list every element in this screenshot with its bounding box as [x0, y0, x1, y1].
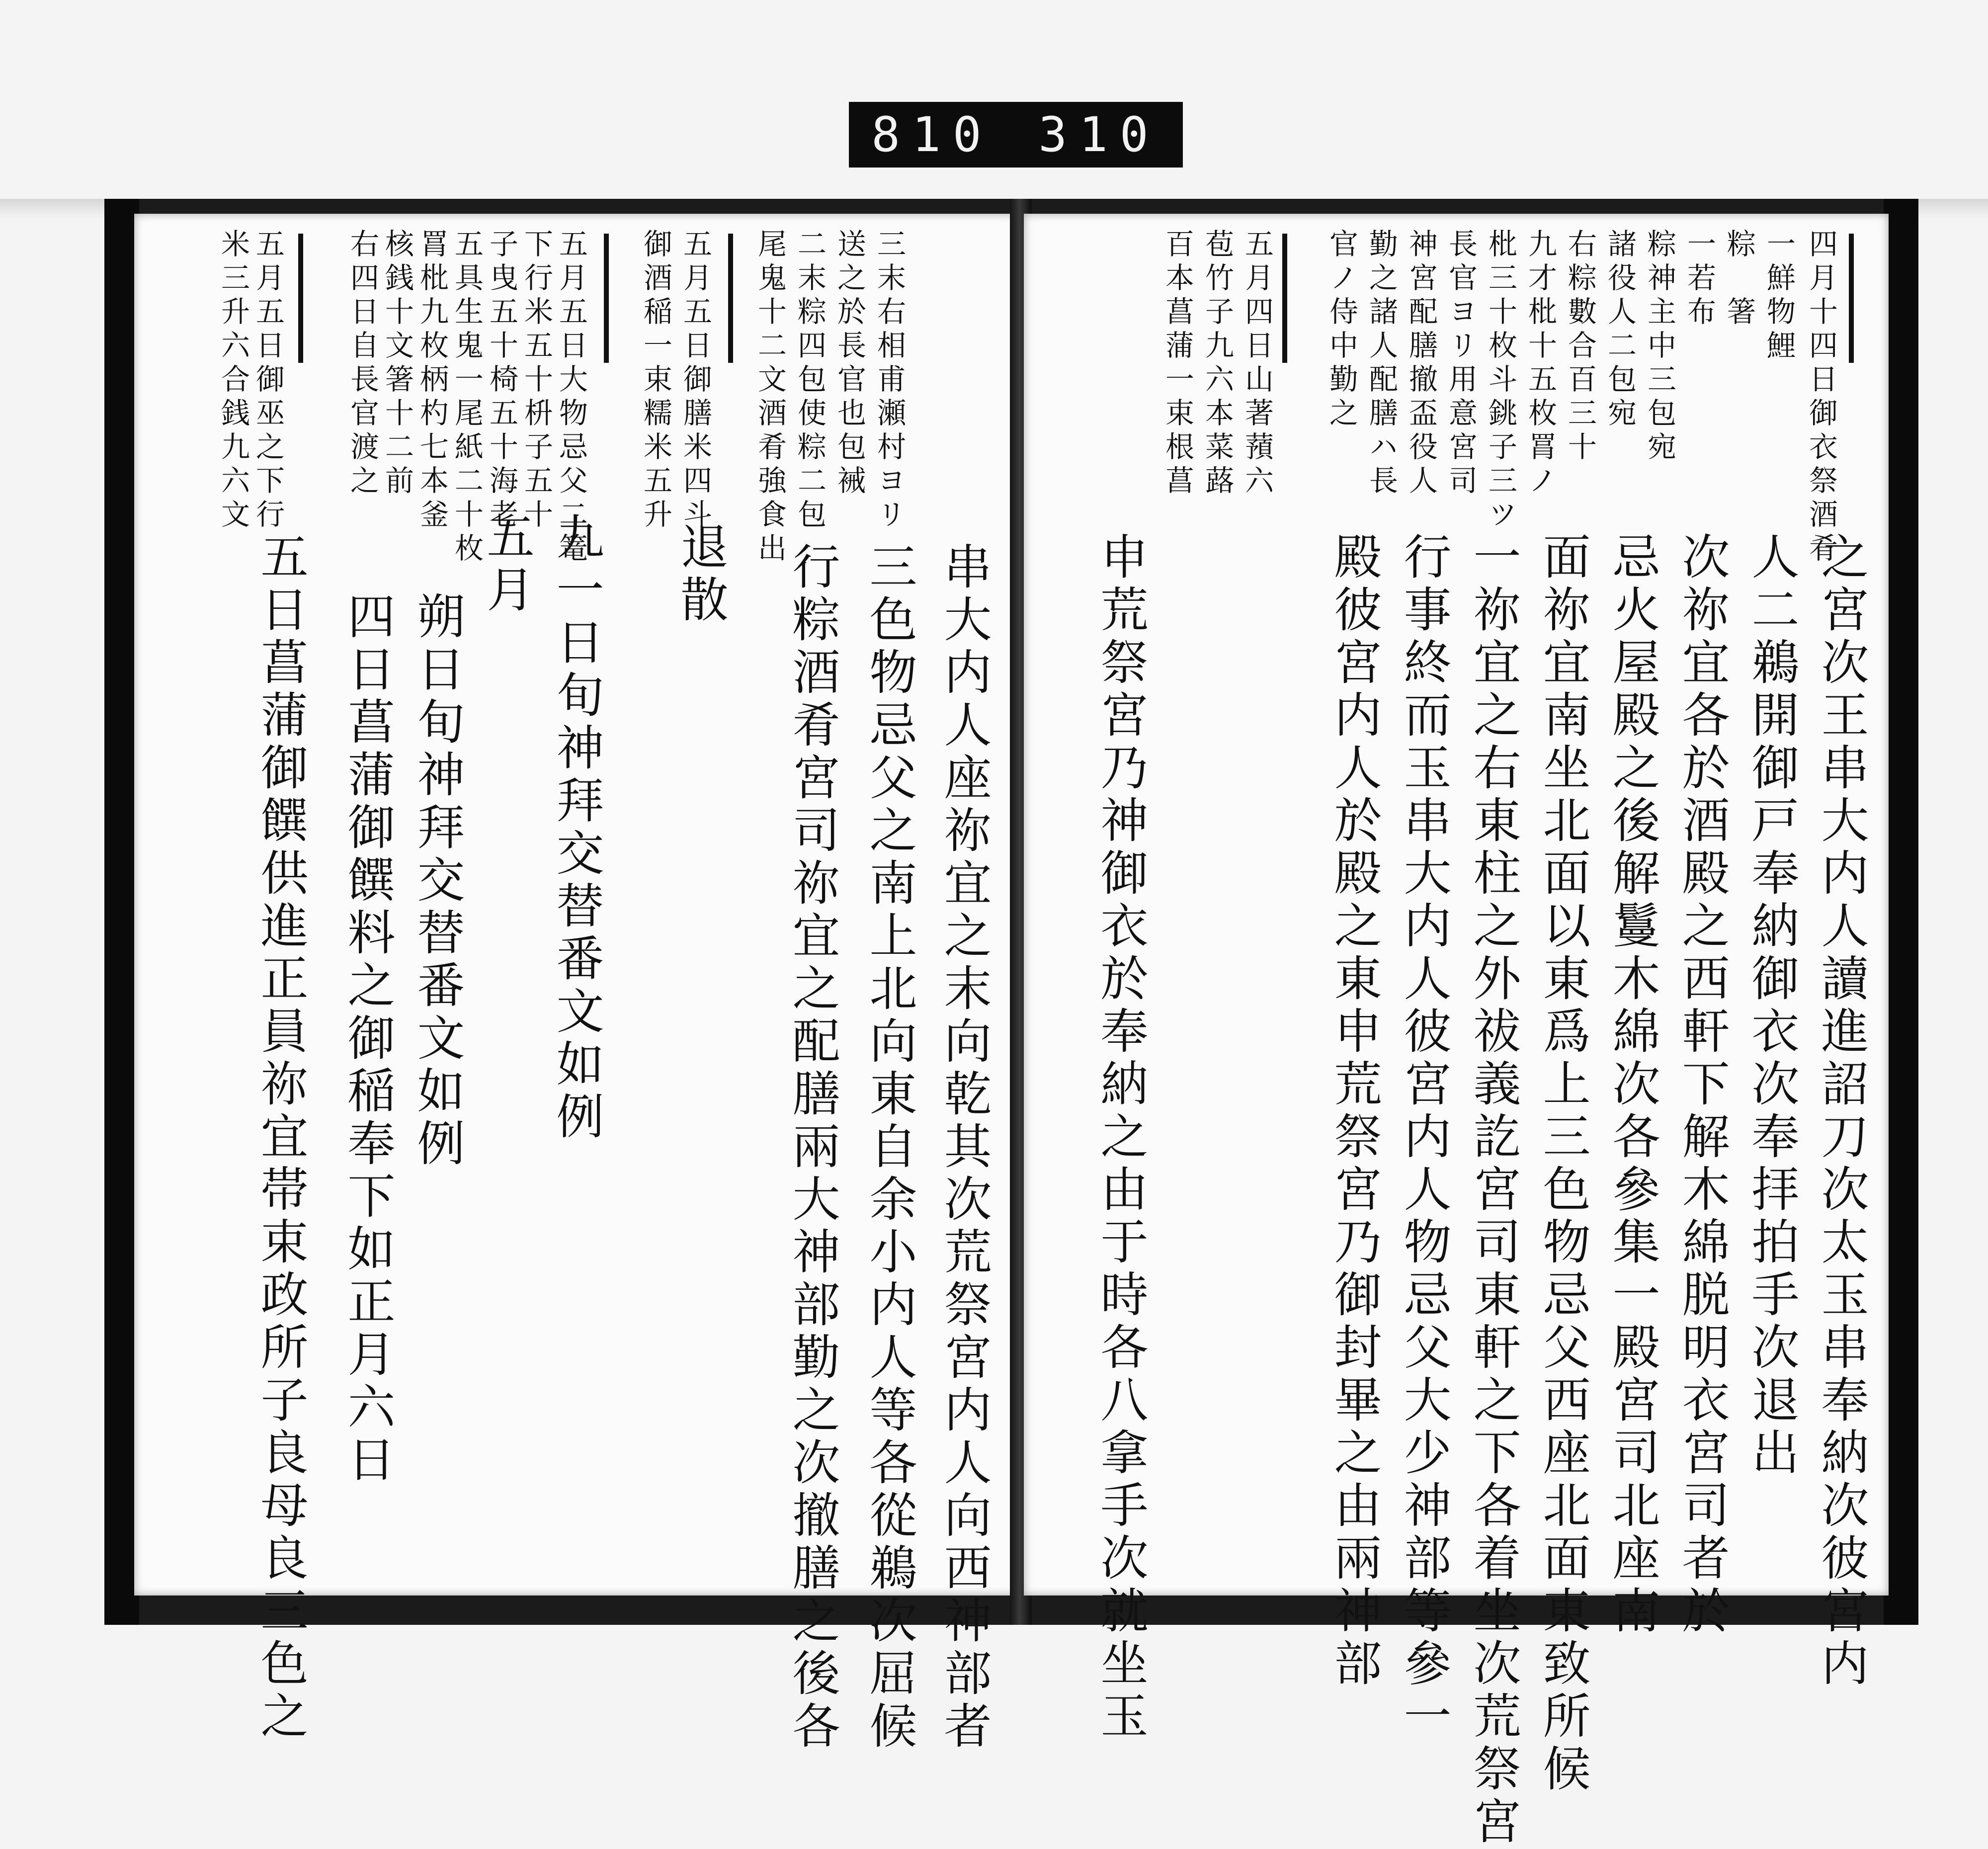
right-note-13: 官ノ侍中勤之	[1325, 229, 1358, 431]
right-main-line-3: 次祢宜各於酒殿之西軒下解木綿脱明衣宮司者於	[1674, 532, 1730, 1638]
left-note-bracket	[728, 234, 733, 363]
left-note-1: 三末右相甫瀬村ヨリ	[872, 229, 906, 533]
right-note-15: 苞竹子九六本菜蕗	[1200, 229, 1234, 499]
left-note-4: 尾鬼十二文酒肴強食出	[753, 229, 787, 567]
right-note-16: 百本菖蒲一束根菖	[1160, 229, 1194, 499]
left-main-line-5: 九一日旬神拜交替番文如例	[549, 512, 604, 1144]
right-main-line-9: 申荒祭宮乃神御衣於奉納之由于時各八拿手次就坐玉	[1093, 532, 1149, 1744]
left-month-heading: 五月	[479, 512, 535, 617]
left-page	[134, 214, 1019, 1754]
left-note-11: 罥枇九枚柄杓七本釜	[415, 229, 449, 533]
right-note-3: 粽 箸	[1722, 229, 1756, 330]
left-note-12: 核銭十文箸十二前	[380, 229, 414, 499]
left-note-bracket-2	[604, 234, 609, 363]
right-note-bracket	[1849, 234, 1854, 363]
right-main-line-4: 忌火屋殿之後解鬘木綿次各參集一殿宮司北座南	[1605, 532, 1660, 1638]
right-main-line-1: 之宮次王串大内人讀進詔刀次太玉串奉納次彼宮内	[1814, 532, 1869, 1691]
left-note-8: 下行米五十枡子五十	[519, 229, 553, 533]
left-note-10: 五具生鬼一尾紙二十枚	[450, 229, 484, 567]
left-note-3: 二末粽四包使粽二包	[793, 229, 827, 533]
left-note-9: 子曳五十椅五十海老	[485, 229, 518, 533]
left-note-5: 五月五日御膳米四斗	[678, 229, 712, 533]
left-main-line-1: 串大内人座祢宜之末向乾其次荒祭宮内人向西神部者	[936, 542, 992, 1754]
right-note-6: 諸役人二包宛	[1603, 229, 1637, 431]
right-note-9: 枇三十枚斗銚子三ツ	[1484, 229, 1517, 533]
left-main-line-2: 三色物忌父之南上北向東自余小内人等各從鵜次屈候	[862, 542, 917, 1754]
right-note-12: 勤之諸人配膳ハ長	[1364, 229, 1398, 499]
left-note-2: 送之於長官也包裓	[832, 229, 866, 499]
left-note-15: 米三升六合銭九六文	[216, 229, 250, 533]
left-main-line-7: 朔日旬神拜交替番文如例	[410, 591, 465, 1171]
left-note-7: 五月五日大物忌父二篭	[554, 229, 588, 567]
right-note-10: 長官ヨリ用意宮司	[1444, 229, 1478, 499]
left-note-13: 右四日自長官渡之	[345, 229, 379, 499]
left-main-line-9: 五日菖蒲御饌供進正員祢宜帯束政所子良母良三色之	[253, 532, 309, 1744]
left-note-bracket-3	[298, 234, 303, 363]
left-main-line-8: 四日菖蒲御饌料之御稲奉下如正月六日	[340, 591, 396, 1487]
left-main-line-3: 行粽酒肴宮司祢宜之配膳兩大神部勤之次撤膳之後各	[785, 542, 840, 1754]
right-main-line-8: 殿彼宮内人於殿之東申荒祭宮乃御封畢之由兩神部	[1326, 532, 1382, 1691]
right-note-14: 五月四日山著蕷六	[1240, 229, 1274, 499]
right-note-5: 粽神主中三包宛	[1643, 229, 1676, 465]
right-main-line-7: 行事終而玉串大内人彼宮内人物忌父大少神部等參一	[1396, 532, 1452, 1744]
right-note-8: 九才枇十五枚罥ノ	[1523, 229, 1557, 499]
left-note-6: 御酒稲一束糯米五升	[639, 229, 672, 533]
cover-edge-right	[1884, 199, 1918, 1625]
left-note-14: 五月五日御巫之下行	[251, 229, 285, 533]
open-book	[104, 199, 1918, 1849]
frame-number-right: 310	[1038, 107, 1160, 163]
frame-number-plate	[849, 102, 1183, 168]
right-main-line-2: 人二鵜開御戸奉納御衣次奉拝拍手次退出	[1744, 532, 1800, 1480]
right-note-2: 一鮮物鯉	[1762, 229, 1796, 364]
left-main-line-4: 退散	[673, 522, 729, 627]
right-page	[1024, 214, 1889, 1849]
right-note-11: 神宮配膳撤盃役人	[1404, 229, 1438, 499]
right-note-bracket-2	[1282, 234, 1287, 363]
frame-number-left: 810	[871, 107, 994, 163]
right-main-line-6: 一祢宜之右東柱之外祓義訖宮司東軒之下各着坐次荒祭宮	[1466, 532, 1521, 1849]
right-note-7: 右粽數合百三十	[1563, 229, 1597, 465]
right-note-1: 四月十四日御衣祭酒肴	[1804, 229, 1838, 567]
right-main-line-5: 面祢宜南坐北面以東爲上三色物忌父西座北面東致所候	[1535, 532, 1591, 1796]
right-note-4: 一若布	[1682, 229, 1716, 330]
